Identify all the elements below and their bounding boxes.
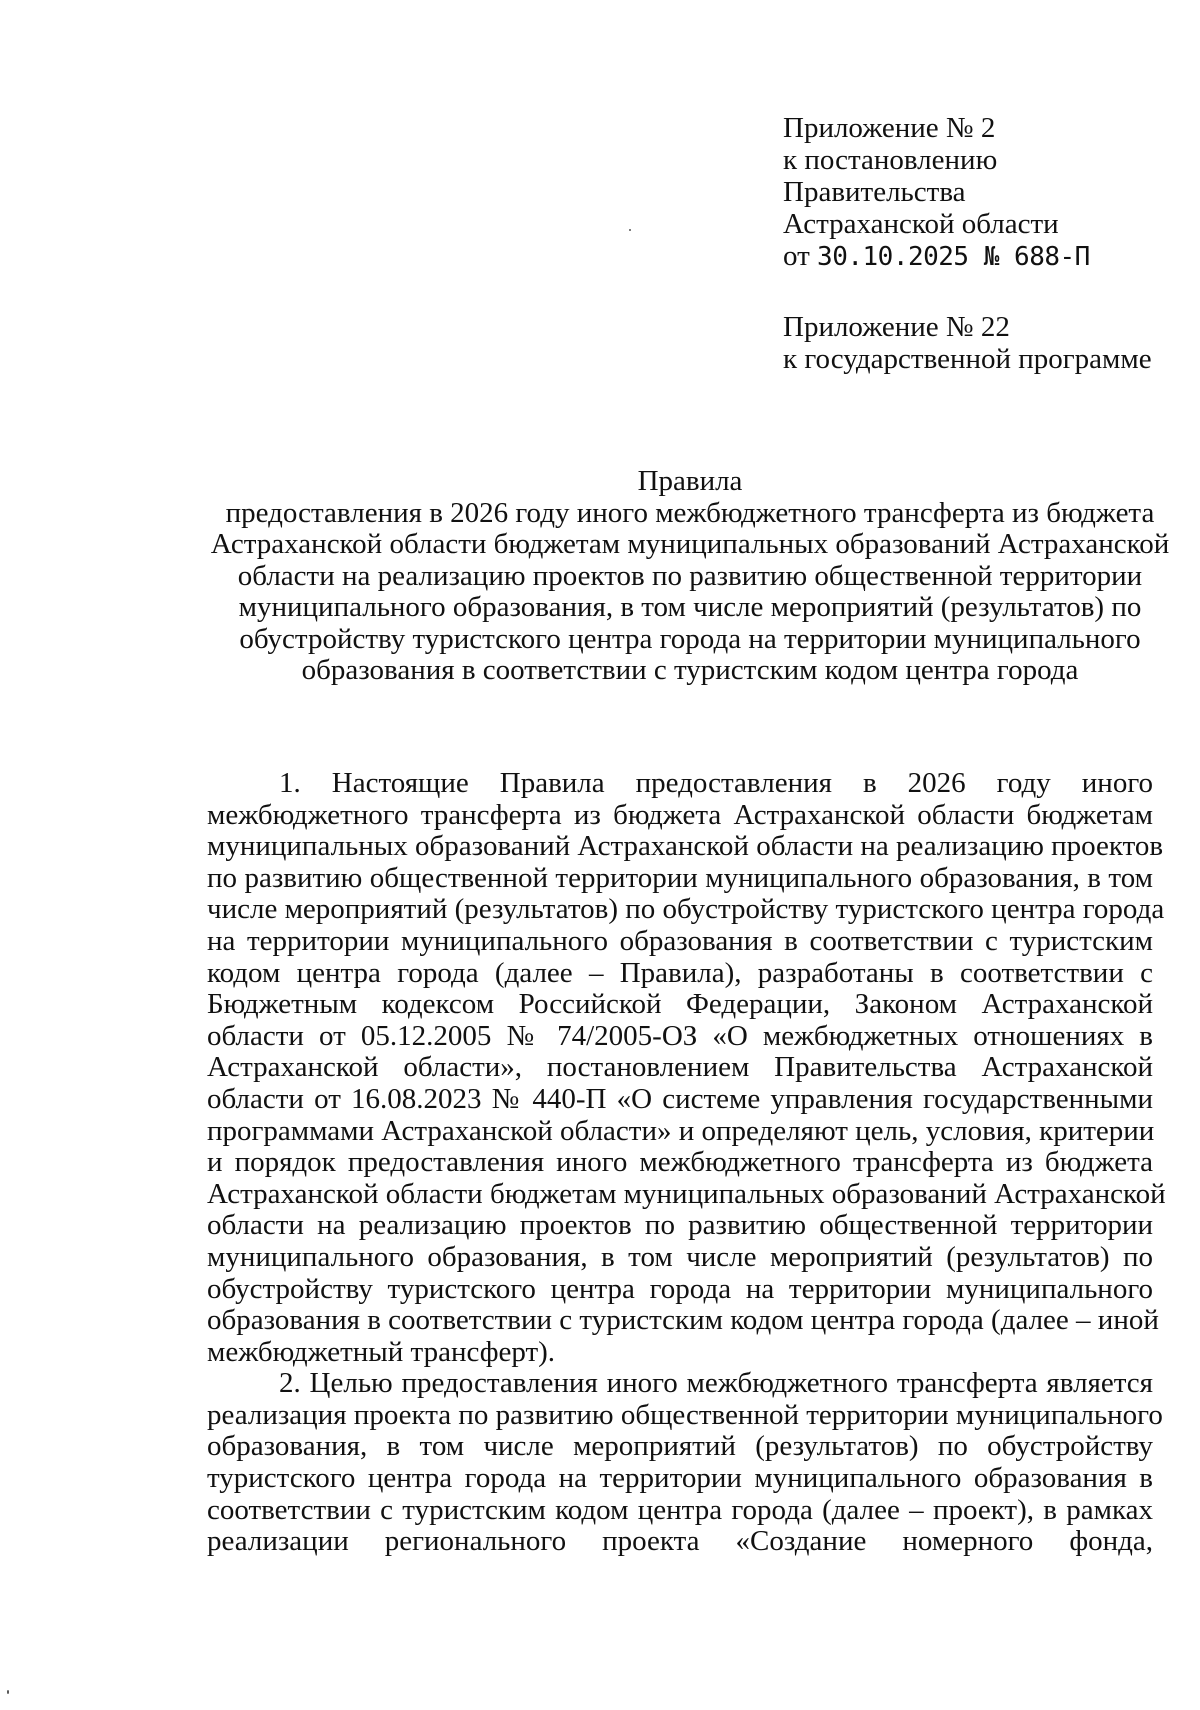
body-line: Бюджетным кодексом Российской Федерации, Законом Астраханской <box>207 988 1153 1021</box>
appendix-program-header <box>783 311 1152 375</box>
body-line: и порядок предоставления иного межбюджетного трансферта из бюджета <box>207 1146 1153 1179</box>
body-line: числе мероприятий (результатов) по обустройству туристского центра города <box>207 893 1165 926</box>
body-line: образования в соответствии с туристским кодом центра города (далее – иной <box>207 1304 1159 1337</box>
body-line: кодом центра города (далее – Правила), разработаны в соответствии с <box>207 956 1153 989</box>
paragraph-1 <box>207 767 1166 1368</box>
title-line: области на реализацию проектов по развитию общественной территории <box>237 559 1143 592</box>
body-line: межбюджетный трансферт). <box>207 1335 556 1368</box>
appendix-line: к постановлению <box>783 144 998 176</box>
body-line: муниципального образования, в том числе мероприятий (результатов) по <box>207 1240 1153 1273</box>
body-line: Астраханской области», постановлением Правительства Астраханской <box>207 1051 1153 1084</box>
appendix-line: Приложение № 22 <box>783 311 1010 343</box>
body-line: реализации регионального проекта «Создание номерного фонда, <box>207 1525 1153 1558</box>
title-line: Астраханской области бюджетам муниципальных образований Астраханской <box>210 528 1170 560</box>
appendix-line: к государственной программе <box>783 343 1152 375</box>
appendix-line: Приложение № 2 <box>783 112 996 144</box>
body-line: области от 05.12.2005 № 74/2005-ОЗ «О межбюджетных отношениях в <box>207 1019 1153 1052</box>
body-line: обустройству туристского центра города на территории муниципального <box>207 1272 1153 1305</box>
body-line: соответствии с туристским кодом центра города (далее – проект), в рамках <box>207 1493 1153 1526</box>
appendix-line: Правительства <box>783 176 966 208</box>
title-line: предоставления в 2026 году иного межбюджетного трансферта из бюджета <box>225 496 1155 529</box>
body-line: программами Астраханской области» и определяют цель, условия, критерии <box>207 1114 1155 1147</box>
title-heading: Правила <box>637 465 743 497</box>
paragraph-2 <box>207 1367 1163 1558</box>
body-line: туристского центра города на территории муниципального образования в <box>207 1462 1153 1495</box>
document-title <box>150 466 1200 687</box>
title-line: образования в соответствии с туристским кодом центра города <box>301 654 1079 686</box>
date-prefix: от <box>783 240 818 272</box>
body-line: 1. Настоящие Правила предоставления в 2026 году иного <box>279 767 1153 799</box>
body-line: области от 16.08.2023 № 440-П «О системе управления государственными <box>207 1082 1153 1115</box>
appendix-resolution-header <box>783 112 1090 273</box>
body-line: реализация проекта по развитию общественной территории муниципального <box>207 1398 1163 1431</box>
body-line: межбюджетного трансферта из бюджета Астраханской области бюджетам <box>207 798 1153 831</box>
date-number-stamp: 30.10.2025 № 688-П <box>817 242 1090 272</box>
scan-speck <box>629 229 631 231</box>
body-line: области на реализацию проектов по развитию общественной территории <box>207 1209 1153 1242</box>
title-line: муниципального образования, в том числе мероприятий (результатов) по <box>238 591 1142 623</box>
body-line: на территории муниципального образования в соответствии с туристским <box>207 924 1153 957</box>
document-body <box>207 767 1166 1558</box>
body-line: Астраханской области бюджетам муниципальных образований Астраханской <box>207 1177 1166 1210</box>
appendix-line: Астраханской области <box>783 208 1059 240</box>
body-line: образования, в том числе мероприятий (результатов) по обустройству <box>207 1430 1153 1463</box>
body-line: муниципальных образований Астраханской области на реализацию проектов <box>207 830 1164 863</box>
body-line: 2. Целью предоставления иного межбюджетного трансферта является <box>279 1367 1153 1400</box>
title-line: обустройству туристского центра города на территории муниципального <box>239 622 1141 655</box>
scan-speck <box>7 1690 9 1694</box>
appendix-date-line <box>783 240 1090 273</box>
body-line: по развитию общественной территории муниципального образования, в том <box>207 861 1153 894</box>
